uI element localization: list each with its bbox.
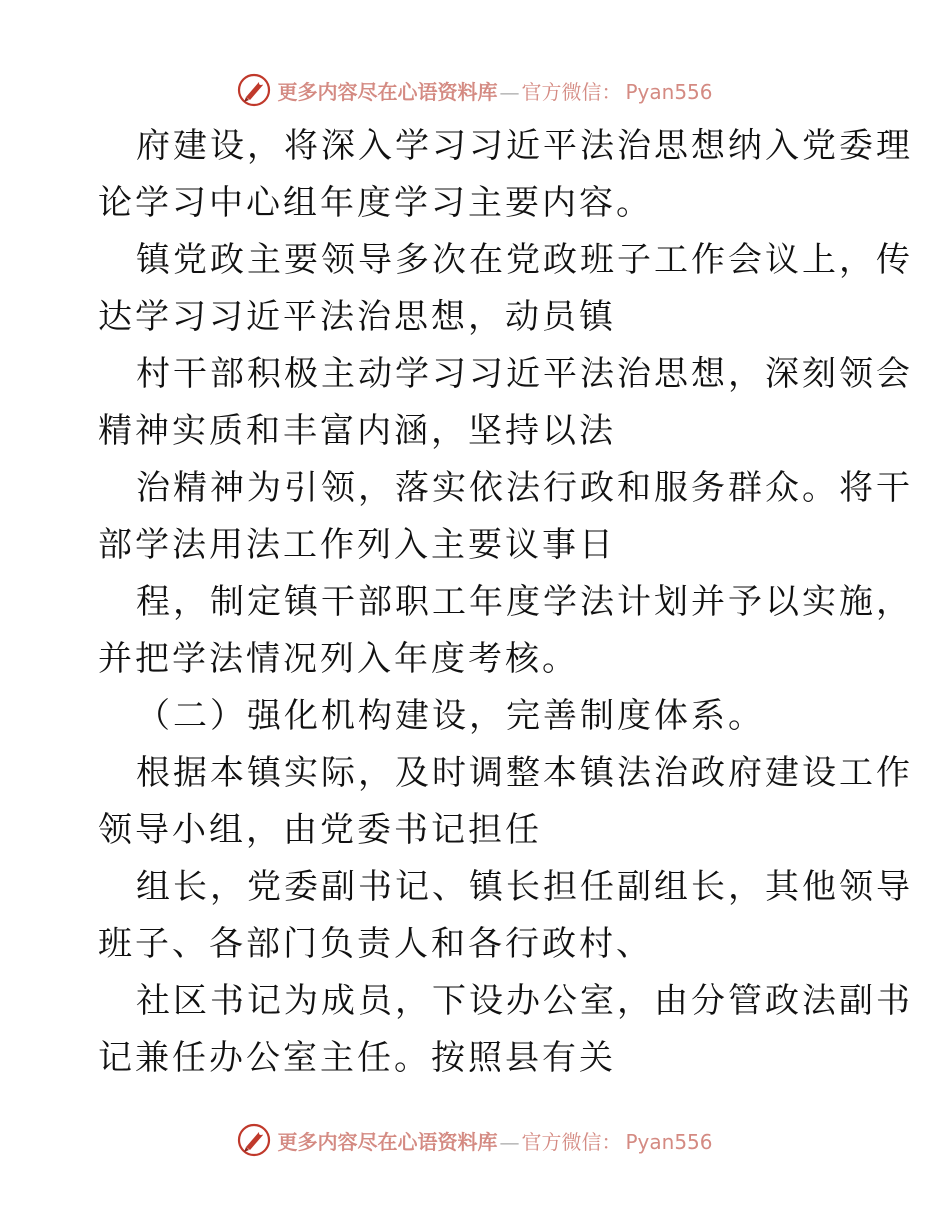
pen-logo-icon [237,1123,271,1157]
body-line: 达学习习近平法治思想，动员镇 [98,297,616,337]
header-watermark [0,70,950,110]
body-line: 领导小组，由党委书记担任 [98,810,542,850]
body-line: 村干部积极主动学习习近平法治思想，深刻领会 [136,354,913,394]
body-line: 部学法用法工作列入主要议事日 [98,525,616,565]
footer-watermark [0,1120,950,1160]
watermark-text [277,1126,712,1155]
body-line: 程，制定镇干部职工年度学法计划并予以实施， [136,582,913,622]
watermark-brand: 更多内容尽在心语资料库 [277,79,498,104]
body-line: 记兼任办公室主任。按照县有关 [98,1038,616,1078]
body-line: 治精神为引领，落实依法行政和服务群众。将干 [136,468,913,508]
pen-logo-icon [237,73,271,107]
watermark-wechat-id: Pyan556 [625,79,713,104]
watermark-official: 官方微信： [521,1129,622,1154]
watermark-dash: — [499,79,520,104]
body-line: 镇党政主要领导多次在党政班子工作会议上，传 [136,240,913,280]
body-line: 组长，党委副书记、镇长担任副组长，其他领导 [136,867,913,907]
watermark-dash: — [499,1129,520,1154]
watermark-brand: 更多内容尽在心语资料库 [277,1129,498,1154]
document-body [98,118,913,1087]
watermark-official: 官方微信： [521,79,622,104]
watermark-wechat-id: Pyan556 [625,1129,713,1154]
body-line: 班子、各部门负责人和各行政村、 [98,924,653,964]
section-heading: （二）强化机构建设，完善制度体系。 [136,696,765,736]
body-line: 社区书记为成员，下设办公室，由分管政法副书 [136,981,913,1021]
body-line: 府建设，将深入学习习近平法治思想纳入党委理 [136,126,913,166]
body-line: 精神实质和丰富内涵，坚持以法 [98,411,616,451]
watermark-text [277,76,712,105]
body-line: 并把学法情况列入年度考核。 [98,639,579,679]
body-line: 根据本镇实际，及时调整本镇法治政府建设工作 [136,753,913,793]
body-line: 论学习中心组年度学习主要内容。 [98,183,653,223]
